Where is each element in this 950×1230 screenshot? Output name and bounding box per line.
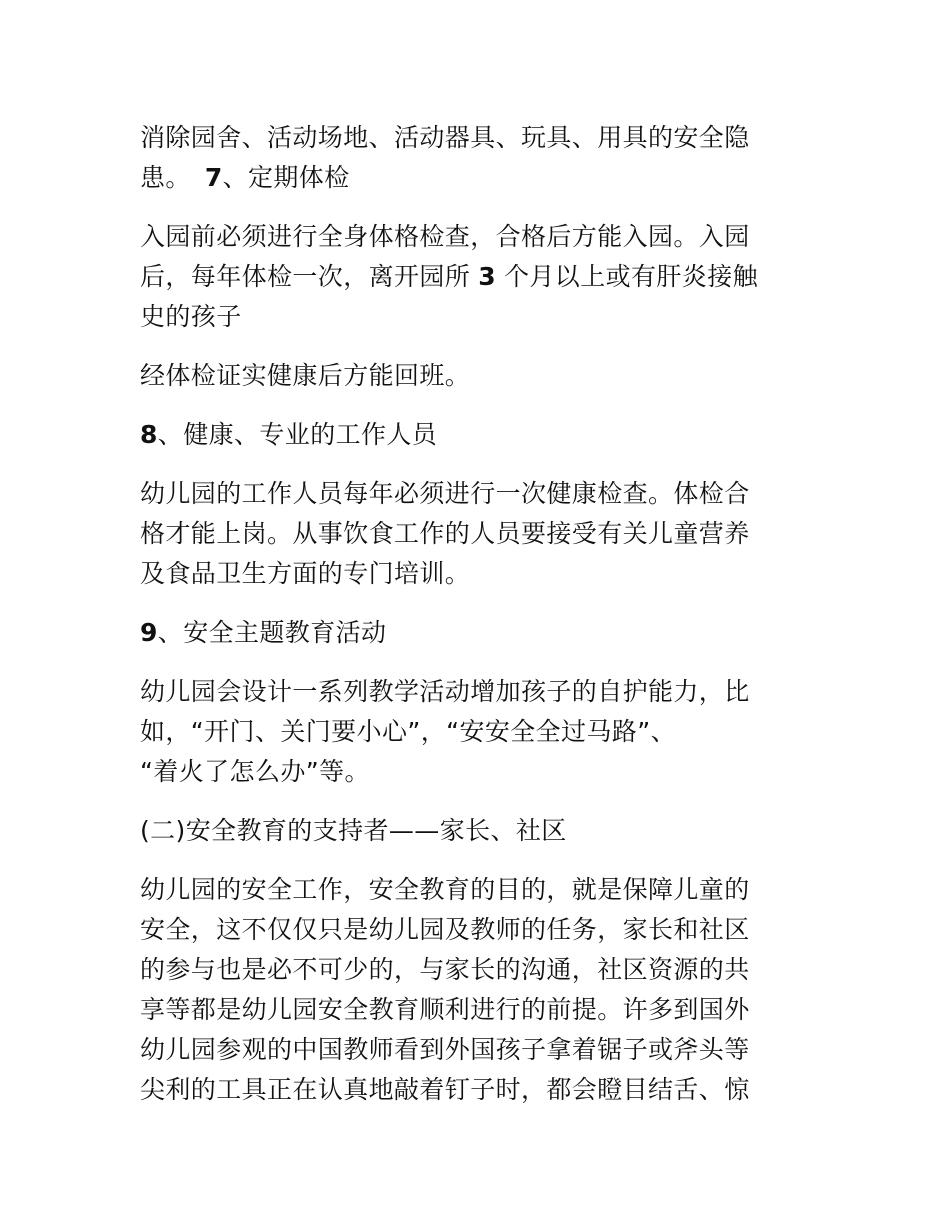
text-line [140,613,800,653]
text-line: 幼儿园的工作人员每年必须进行一次健康检查。体检合 [140,479,750,508]
text-line: 享等都是幼儿园安全教育顺利进行的前提。许多到国外 [140,995,750,1024]
section-heading-8 [140,415,800,455]
document-page [140,118,800,1129]
paragraph-physical-exam [140,217,800,337]
text-line: 的参与也是必不可少的，与家长的沟通，社区资源的共 [140,955,750,984]
text-line: 如，“开门、关门要小心”，“安安全全过马路”、 [140,717,677,746]
paragraph-return-class [140,356,800,396]
section-heading-9 [140,613,800,653]
section-number: 7 [204,163,223,192]
text-line: 安全，这不仅仅只是幼儿园及教师的任务，家长和社区 [140,915,750,944]
text-line: 格才能上岗。从事饮食工作的人员要接受有关儿童营养 [140,519,750,548]
text-line: 尖利的工具正在认真地敲着钉子时，都会瞪目结舌、惊 [140,1075,750,1104]
paragraph-safety-hazards [140,118,800,198]
paragraph-staff-health [140,474,800,594]
text-line: 幼儿园会设计一系列教学活动增加孩子的自护能力，比 [140,677,750,706]
text-line: 史的孩子 [140,302,242,331]
text-line: “着火了怎么办”等。 [140,757,370,786]
text-fragment: 患。 [140,163,191,192]
text-line: (二)安全教育的支持者——家长、社区 [140,816,567,845]
section-number: 9 [140,618,158,647]
text-line: 入园前必须进行全身体格检查，合格后方能入园。入园 [140,222,750,251]
text-line [140,257,800,297]
section-heading-text: 、定期体检 [222,163,350,192]
text-fragment: 后，每年体检一次，离开园所 [140,262,471,291]
subsection-heading [140,811,800,851]
inline-number: 3 [478,262,496,291]
section-heading-text: 、健康、专业的工作人员 [157,420,438,449]
text-line: 及食品卫生方面的专门培训。 [140,559,471,588]
section-heading-text: 、安全主题教育活动 [157,618,387,647]
text-line: 幼儿园的安全工作，安全教育的目的，就是保障儿童的 [140,875,750,904]
paragraph-parents-community [140,870,800,1110]
text-line [140,415,800,455]
text-line: 幼儿园参观的中国教师看到外国孩子拿着锯子或斧头等 [140,1035,750,1064]
text-line: 消除园舍、活动场地、活动器具、玩具、用具的安全隐 [140,123,750,152]
text-line: 经体检证实健康后方能回班。 [140,361,471,390]
paragraph-safety-activities [140,672,800,792]
text-line [140,158,800,198]
section-number: 8 [140,420,158,449]
text-fragment: 个月以上或有肝炎接触 [504,262,759,291]
